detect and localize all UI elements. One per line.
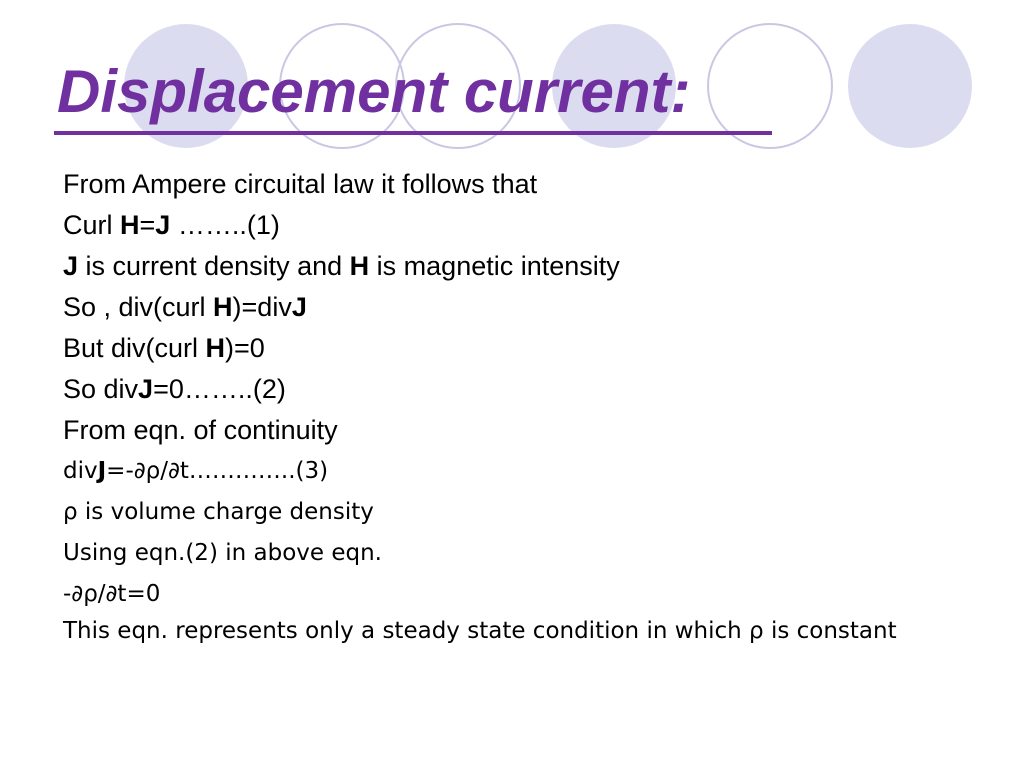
title-underline — [54, 131, 772, 135]
body-line-6 — [63, 369, 963, 410]
line-5-text-a: But div(curl — [63, 333, 206, 363]
body-line-9 — [63, 492, 963, 533]
slide-title-text: Displacement current — [57, 58, 671, 125]
body-line-8 — [63, 451, 963, 492]
line-12-text: This eqn. represents only a steady state condition in which ρ is constant — [63, 618, 897, 644]
body-line-12 — [63, 615, 980, 648]
line-3-text-a: is current density and — [78, 251, 350, 281]
line-2-eqn-number: ……..(1) — [170, 210, 280, 240]
body-line-3 — [63, 246, 963, 287]
body-line-4 — [63, 287, 963, 328]
line-11-text: -∂ρ/∂t=0 — [63, 581, 161, 607]
line-4-text-b: )=div — [232, 292, 292, 322]
body-line-5 — [63, 328, 963, 369]
line-4-vector-j: J — [291, 292, 307, 322]
line-2-vector-h: H — [120, 210, 140, 240]
body-line-10 — [63, 533, 963, 574]
decor-circle-5 — [708, 24, 832, 148]
line-2-text: Curl — [63, 210, 121, 240]
line-5-text-b: )=0 — [225, 333, 265, 363]
line-8-text-a: div — [63, 458, 98, 484]
line-8-vector-j: J — [97, 458, 107, 484]
body-line-7 — [63, 410, 963, 451]
decor-circle-6 — [848, 24, 972, 148]
body-line-11 — [63, 574, 963, 615]
body-line-2 — [63, 205, 963, 246]
line-4-vector-h: H — [213, 292, 233, 322]
line-5-vector-h: H — [205, 333, 226, 363]
line-8-text-b: =-∂ρ/∂t…………..(3) — [106, 458, 329, 484]
line-6-vector-j: J — [138, 374, 154, 404]
slide-body — [63, 164, 963, 648]
line-2-equals: = — [139, 210, 156, 240]
slide-title-colon: : — [670, 58, 691, 125]
line-3-vector-j: J — [63, 251, 79, 281]
slide-title — [57, 58, 691, 125]
line-4-text-a: So , div(curl — [63, 292, 214, 322]
line-10-text: Using eqn.(2) in above eqn. — [63, 540, 382, 566]
line-3-text-b: is magnetic intensity — [369, 251, 620, 281]
line-6-text-b: =0……..(2) — [153, 374, 286, 404]
line-7-text: From eqn. of continuity — [63, 415, 338, 445]
line-1-text: From Ampere circuital law it follows that — [63, 169, 538, 199]
body-line-1 — [63, 164, 963, 205]
line-2-vector-j: J — [155, 210, 171, 240]
line-9-text: ρ is volume charge density — [63, 499, 374, 525]
line-6-text-a: So div — [63, 374, 139, 404]
line-3-vector-h: H — [349, 251, 370, 281]
